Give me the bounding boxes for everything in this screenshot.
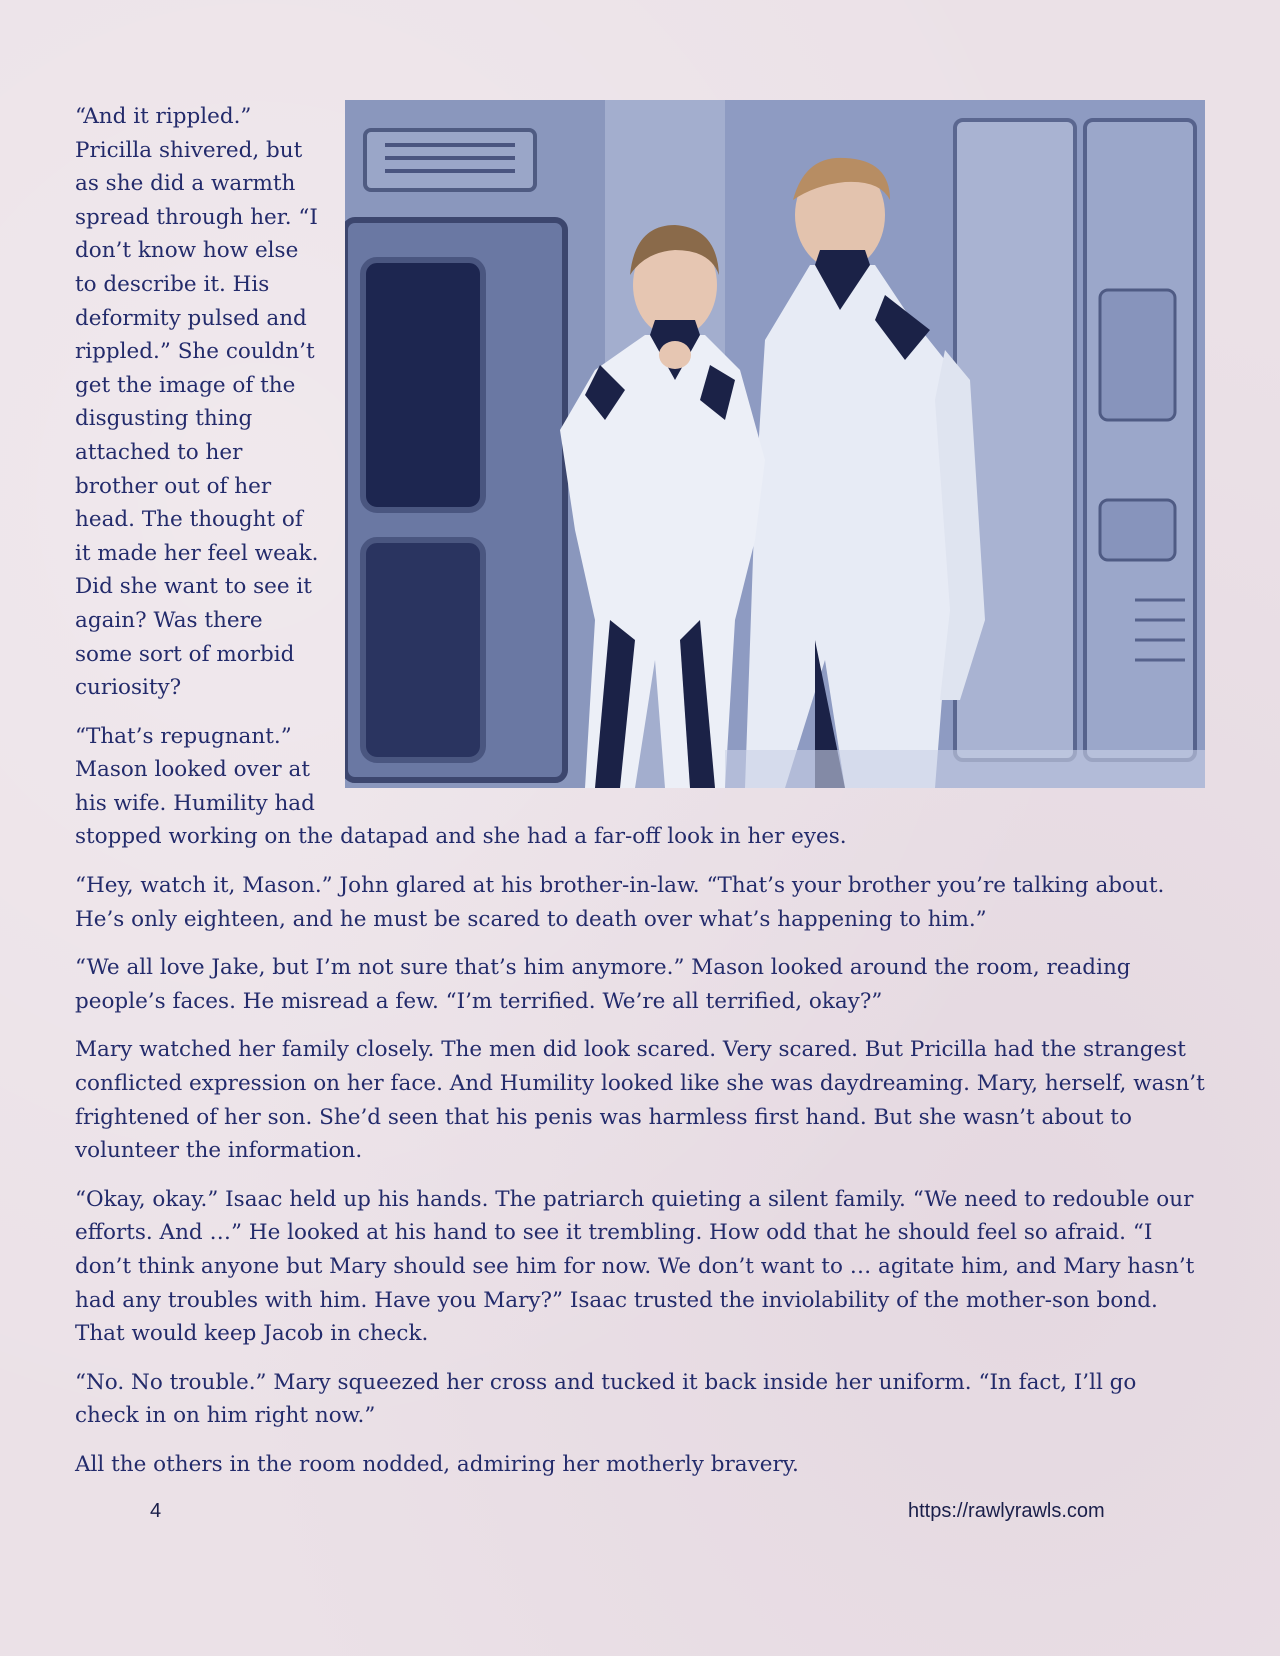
story-text (75, 100, 1205, 1497)
paragraph-3: “Hey, watch it, Mason.” John glared at his brother-in-law. “That’s your brother you’re talking about. He’s only eighteen, and he must be scared to death over what’s happening to him.” (75, 873, 1165, 932)
paragraph-1: “And it rippled.” Pricilla shivered, but as she did a warmth spread through her. “I don’t know how else to describe it. His deformity pulsed and rippled.” She couldn’t get the image of the disgusting thing attached to her brother out of her head. The thought of it made her feel weak. Did she want to see it again? Was there some sort of morbid curiosity? (75, 104, 319, 701)
illustration-two-figures-in-spaceship-corridor (345, 100, 1205, 788)
page-number: 4 (150, 1500, 162, 1522)
paragraph-2: “That’s repugnant.” Mason looked over at his wife. Humility had stopped working on the datapad and she had a far-off look in her eyes. (75, 723, 847, 850)
paragraph-7: “No. No trouble.” Mary squeezed her cross and tucked it back inside her uniform. “In fact, I’ll go check in on him right now.” (75, 1369, 1137, 1429)
paragraph-8: All the others in the room nodded, admiring her motherly bravery. (75, 1451, 799, 1477)
paragraph-5: Mary watched her family closely. The men did look scared. Very scared. But Pricilla had the strangest conflicted expression on her face. And Humility looked like she was daydreaming. Mary, herself, wasn’t frightened of her son. She’d seen that his penis was harmless first hand. But she wasn’t about to volunteer the information. (75, 1037, 1205, 1164)
paragraph-6: “Okay, okay.” Isaac held up his hands. The patriarch quieting a silent family. “We need to redouble our efforts. And …” He looked at his hand to see it trembling. How odd that he should feel so afraid. “I don’t think anyone but Mary should see him for now. We don’t want to … agitate him, and Mary hasn’t had any troubles with him. Have you Mary?” Isaac trusted the inviolability of the mother-son bond. That would keep Jacob in check. (75, 1186, 1195, 1347)
footer-url-link[interactable]: https://rawlyrawls.com (908, 1500, 1105, 1522)
paragraph-4: “We all love Jake, but I’m not sure that’s him anymore.” Mason looked around the room, reading people’s faces. He misread a few. “I’m terrified. We’re all terrified, okay?” (75, 955, 1131, 1014)
